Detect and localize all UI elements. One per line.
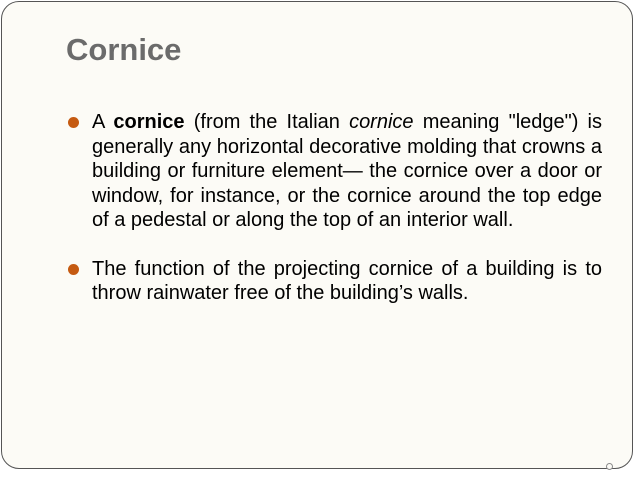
italic-term: cornice [349,111,414,133]
bold-term: cornice [113,111,185,133]
bullet-text-part: meaning "ledge") is generally any horizontal decorative molding that crowns a building or furniture element— the cornice over a door or window, for instance, or the cornice around the top edge of a pedestal or along the top of an interior wall. [92,111,602,231]
bullet-icon [68,117,79,128]
bullet-list [68,110,602,330]
page-indicator-dot [606,463,613,470]
bullet-text: The function of the projecting cornice of a building is to throw rainwater free of the building’s walls. [92,257,602,304]
slide-frame [1,1,633,469]
bullet-text-part: (from the Italian [184,111,350,133]
bullet-text-part: A [92,111,114,133]
bullet-item-function [68,257,602,306]
bullet-icon [68,264,79,275]
slide-title: Cornice [66,32,182,67]
bullet-item-definition [68,110,602,233]
